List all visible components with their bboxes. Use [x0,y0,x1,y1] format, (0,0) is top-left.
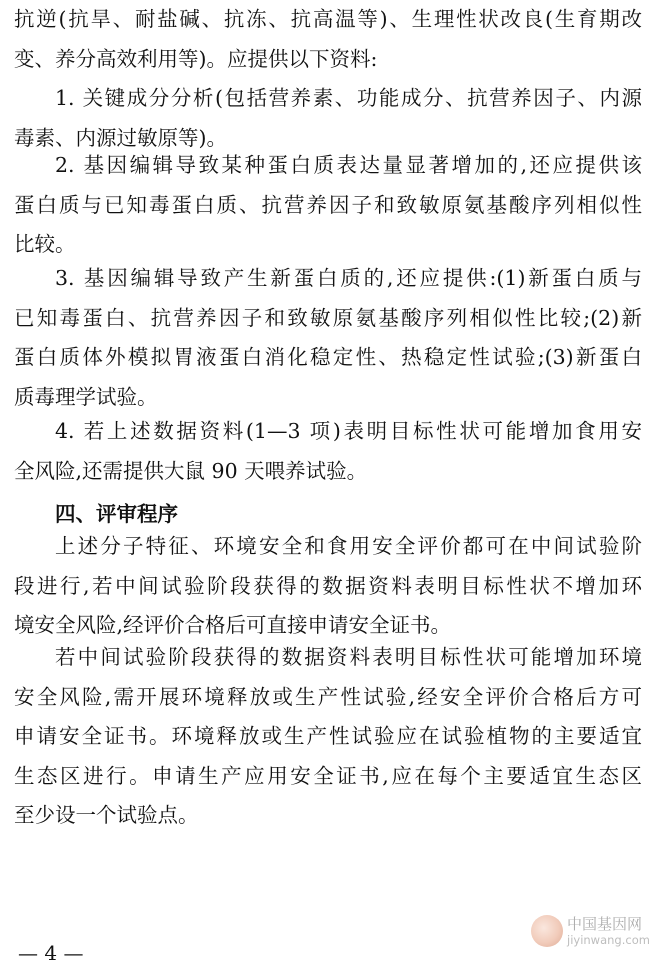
paragraph-review-2 [14,638,642,836]
text-line: 毒素、内源过敏原等)。 [14,125,227,150]
text-line: 蛋白质与已知毒蛋白质、抗营养因子和致敏原氨基酸序列相似性 [14,192,642,217]
text-line: 安全风险,需开展环境释放或生产性试验,经安全评价合格后方可 [14,684,642,709]
text-line: 质毒理学试验。 [14,384,158,409]
text-line: 2. 基因编辑导致某种蛋白质表达量显著增加的,还应提供该 [55,153,642,177]
text-line: 全风险,还需提供大鼠 90 天喂养试验。 [14,458,368,483]
text-line: 已知毒蛋白、抗营养因子和致敏原氨基酸序列相似性比较;(2)新 [14,305,642,330]
text-line: 变、养分高效利用等)。应提供以下资料: [14,46,378,71]
paragraph-item-2 [14,146,642,265]
watermark-site-name: 中国基因网 [567,915,643,933]
paragraph-review-1 [14,527,642,646]
text-line: 生态区进行。申请生产应用安全证书,应在每个主要适宜生态区 [14,763,642,788]
text-line: 段进行,若中间试验阶段获得的数据资料表明目标性状不增加环 [14,573,642,598]
watermark-url: jiyinwang.com [567,933,650,947]
section-heading: 四、评审程序 [55,502,178,526]
text-line: 上述分子特征、环境安全和食用安全评价都可在中间试验阶 [55,534,642,558]
text-line: 比较。 [14,232,76,256]
text-line: 蛋白质体外模拟胃液蛋白消化稳定性、热稳定性试验;(3)新蛋白 [14,345,642,369]
text-line: 4. 若上述数据资料(1—3 项)表明目标性状可能增加食用安 [55,419,642,443]
dna-logo-icon [531,915,563,947]
text-line: 3. 基因编辑导致产生新蛋白质的,还应提供:(1)新蛋白质与 [55,266,642,290]
page-number: — 4 — [18,941,84,965]
text-line: 至少设一个试验点。 [14,803,199,827]
paragraph-continuation [14,0,642,79]
text-line: 抗逆(抗旱、耐盐碱、抗冻、抗高温等)、生理性状改良(生育期改 [14,7,642,31]
text-line: 1. 关键成分分析(包括营养素、功能成分、抗营养因子、内源 [55,86,642,110]
watermark-text [567,915,650,947]
paragraph-item-3 [14,259,642,417]
text-line: 若中间试验阶段获得的数据资料表明目标性状可能增加环境 [55,645,642,669]
text-line: 境安全风险,经评价合格后可直接申请安全证书。 [14,613,452,637]
text-line: 申请安全证书。环境释放或生产性试验应在试验植物的主要适宜 [14,724,642,748]
paragraph-item-4 [14,412,642,491]
site-watermark [531,910,649,952]
